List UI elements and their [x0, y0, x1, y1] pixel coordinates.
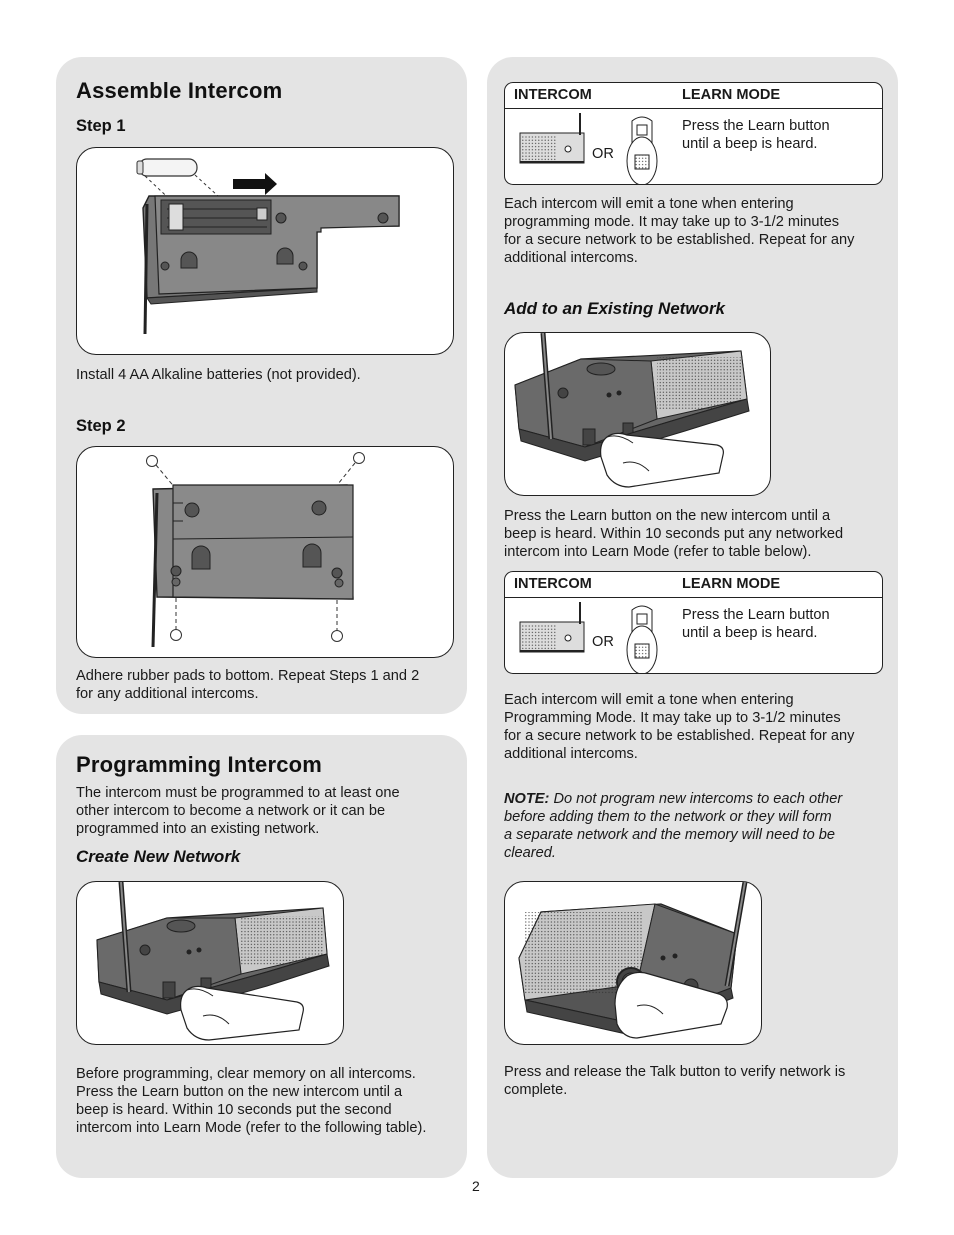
para2-line: Programming Mode. It may take up to 3-1/2 minutes — [504, 710, 841, 726]
create-line: Press the Learn button on the new intercom until a — [76, 1084, 403, 1100]
note-line — [504, 790, 842, 808]
note — [504, 790, 842, 862]
para1-line: for a secure network to be established. Repeat for any — [504, 232, 855, 248]
table-header-learn-mode: LEARN MODE — [682, 576, 781, 592]
battery-install-figure — [76, 147, 454, 355]
create-network-figure — [76, 881, 344, 1045]
para1-line: Each intercom will emit a tone when entering — [504, 196, 794, 212]
instruction-line: Press the Learn button — [682, 607, 830, 623]
intro-line: programmed into an existing network. — [76, 821, 320, 837]
note-line: before adding them to the network or they will form — [504, 809, 832, 825]
plugin-intercom-icon — [625, 115, 659, 185]
step1-caption: Install 4 AA Alkaline batteries (not provided). — [76, 367, 361, 383]
para2-line: additional intercoms. — [504, 746, 638, 762]
existing-line: Press the Learn button on the new intercom until a — [504, 508, 831, 524]
or-label: OR — [592, 146, 614, 162]
table-header — [505, 83, 882, 109]
create-line: beep is heard. Within 10 seconds put the second — [76, 1102, 392, 1118]
programming-intro — [76, 784, 400, 838]
instruction-line: until a beep is heard. — [682, 136, 818, 152]
rubber-pads-figure — [76, 446, 454, 658]
plugin-intercom-icon — [625, 604, 659, 674]
step2-caption-line: Adhere rubber pads to bottom. Repeat Steps 1 and 2 — [76, 668, 420, 684]
arrow-right-icon — [233, 173, 277, 195]
note-label: NOTE: — [504, 791, 550, 807]
rubber-pad-icon — [147, 456, 158, 467]
learn-mode-table-1 — [504, 82, 883, 185]
para1-line: programming mode. It may take up to 3-1/2 minutes — [504, 214, 840, 230]
existing-network-heading: Add to an Existing Network — [504, 299, 726, 318]
step1-label: Step 1 — [76, 117, 126, 135]
note-line: a separate network and the memory will need to be — [504, 827, 835, 843]
right-paragraph-1 — [504, 195, 854, 267]
para2-line: for a secure network to be established. Repeat for any — [504, 728, 855, 744]
talk-text — [504, 1063, 845, 1099]
or-label: OR — [592, 634, 614, 650]
rubber-pad-icon — [354, 453, 365, 464]
para1-line: additional intercoms. — [504, 250, 638, 266]
battery-icon — [137, 159, 197, 176]
existing-line: intercom into Learn Mode (refer to table below). — [504, 544, 812, 560]
step2-caption-line: for any additional intercoms. — [76, 686, 259, 702]
table-header-intercom: INTERCOM — [514, 576, 592, 592]
table1-instruction — [682, 117, 830, 153]
table-header-learn-mode: LEARN MODE — [682, 87, 781, 103]
intercom-icon — [518, 602, 588, 654]
table-header — [505, 572, 882, 598]
learn-mode-table-2 — [504, 571, 883, 674]
programming-title: Programming Intercom — [76, 752, 323, 777]
talk-line: complete. — [504, 1082, 568, 1098]
existing-network-figure — [504, 332, 771, 496]
existing-network-text — [504, 507, 843, 561]
create-line: Before programming, clear memory on all intercoms. — [76, 1066, 416, 1082]
assemble-title: Assemble Intercom — [76, 78, 283, 103]
talk-line: Press and release the Talk button to verify network is — [504, 1064, 846, 1080]
intro-line: other intercom to become a network or it can be — [76, 803, 386, 819]
step2-label: Step 2 — [76, 417, 126, 435]
instruction-line: until a beep is heard. — [682, 625, 818, 641]
note-line: cleared. — [504, 845, 556, 861]
create-network-text — [76, 1065, 426, 1137]
table-header-intercom: INTERCOM — [514, 87, 592, 103]
create-line: intercom into Learn Mode (refer to the following table). — [76, 1120, 427, 1136]
intercom-icon — [518, 113, 588, 165]
instruction-line: Press the Learn button — [682, 118, 830, 134]
right-paragraph-2 — [504, 691, 854, 763]
step2-caption — [76, 667, 419, 703]
table2-instruction — [682, 606, 830, 642]
page-number: 2 — [472, 1178, 480, 1194]
note-first-line: Do not program new intercoms to each other — [549, 791, 843, 807]
create-network-heading: Create New Network — [76, 847, 241, 866]
rubber-pad-icon — [171, 630, 182, 641]
para2-line: Each intercom will emit a tone when entering — [504, 692, 794, 708]
talk-button-figure — [504, 881, 762, 1045]
existing-line: beep is heard. Within 10 seconds put any networked — [504, 526, 844, 542]
intro-line: The intercom must be programmed to at least one — [76, 785, 400, 801]
rubber-pad-icon — [332, 631, 343, 642]
